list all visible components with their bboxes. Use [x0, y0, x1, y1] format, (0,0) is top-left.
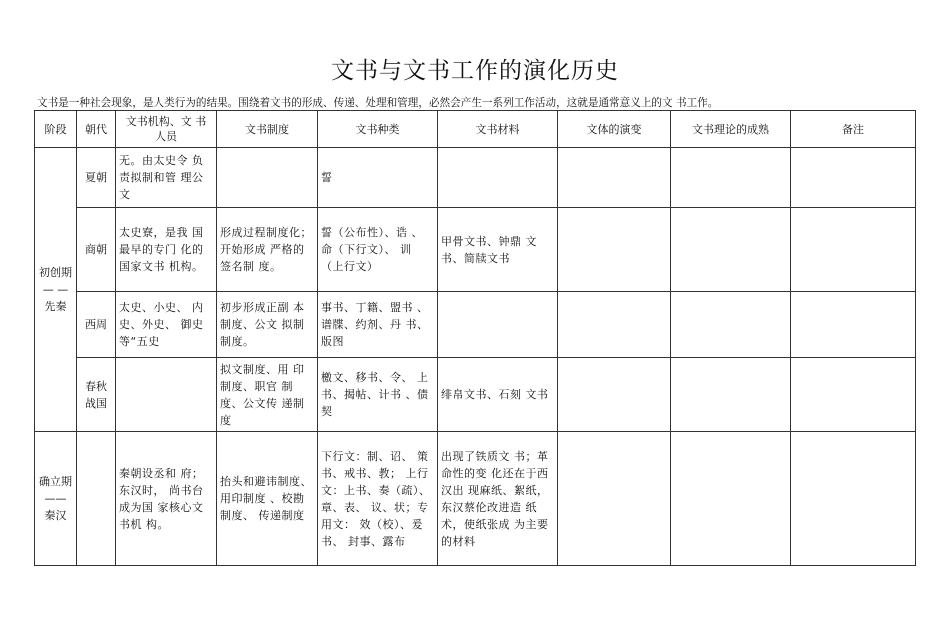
header-style: 文体的演变 — [558, 111, 671, 148]
notes-cell — [791, 208, 916, 292]
materials-cell: 甲骨文书、钟鼎 文书、简牍文书 — [438, 208, 558, 292]
system-cell — [217, 148, 318, 208]
dynasty-cell — [77, 432, 116, 566]
theory-cell — [671, 432, 791, 566]
types-cell: 誓 — [318, 148, 438, 208]
types-cell: 事书、丁籍、盟书 、谱牒、约剂、丹 书、版图 — [318, 292, 438, 358]
table-row-chunqiu — [35, 358, 916, 432]
system-cell: 形成过程制度化；开始形成 严格的签名制 度。 — [217, 208, 318, 292]
header-stage: 阶段 — [35, 111, 77, 148]
style-cell — [558, 148, 671, 208]
types-cell: 下行文：制、诏、 策书、戒书、教； 上行文：上书、奏（疏）、章、表、 议、状；专用文： 效（校）、爰书、 封事、露布 — [318, 432, 438, 566]
table-row-zhou — [35, 292, 916, 358]
table-row-qinhan — [35, 432, 916, 566]
institution-cell: 无。由太史令 负责拟制和管 理公文 — [116, 148, 217, 208]
notes-cell — [791, 358, 916, 432]
types-cell: 誓（公布性）、诰 、命（下行文）、 训（上行文） — [318, 208, 438, 292]
style-cell — [558, 208, 671, 292]
dynasty-cell: 商朝 — [77, 208, 116, 292]
style-cell — [558, 292, 671, 358]
history-table — [34, 110, 916, 566]
style-cell — [558, 432, 671, 566]
institution-cell — [116, 358, 217, 432]
institution-cell: 太史寮，是我 国最早的专门 化的国家文书 机构。 — [116, 208, 217, 292]
theory-cell — [671, 292, 791, 358]
style-cell — [558, 358, 671, 432]
dynasty-cell: 夏朝 — [77, 148, 116, 208]
institution-cell: 太史、小史、 内史、外史、 御史等“五史 — [116, 292, 217, 358]
types-cell: 檄文、移书、令、 上书、揭帖、计书 、债契 — [318, 358, 438, 432]
header-system: 文书制度 — [217, 111, 318, 148]
table-row-xia — [35, 148, 916, 208]
intro-paragraph: 文书是一种社会现象，是人类行为的结果。围绕着文书的形成、传递、处理和管理，必然会产生一系列工作活动，这就是通常意义上的文 书工作。 — [37, 97, 719, 109]
document-title: 文书与文书工作的演化历史 — [331, 58, 619, 84]
materials-cell: 出现了铁质文 书；革命性的变 化还在于西汉出 现麻纸、絮纸， 东汉蔡伦改进造 纸术，使纸张成 为主要的材料 — [438, 432, 558, 566]
stage-cell-qin-han: 确立期—— 秦汉 — [35, 432, 77, 566]
theory-cell — [671, 208, 791, 292]
header-notes: 备注 — [791, 111, 916, 148]
system-cell: 拟文制度、用 印制度、职官 制度、公文传 递制度 — [217, 358, 318, 432]
header-institution: 文书机构、文 书 人员 — [116, 111, 217, 148]
institution-cell: 秦朝设丞和 府；东汉时， 尚书台成为国 家核心文书机 构。 — [116, 432, 217, 566]
header-theory: 文书理论的成熟 — [671, 111, 791, 148]
header-materials: 文书材料 — [438, 111, 558, 148]
dynasty-cell: 春秋战国 — [77, 358, 116, 432]
system-cell: 初步形成正副 本制度、公文 拟制制度。 — [217, 292, 318, 358]
header-dynasty: 朝代 — [77, 111, 116, 148]
table-row-shang — [35, 208, 916, 292]
system-cell: 抬头和避讳制度、用印制度 、校勘制度、 传递制度 — [217, 432, 318, 566]
stage-cell-pre-qin: 初创期— — 先秦 — [35, 148, 77, 432]
header-row — [35, 111, 916, 148]
materials-cell: 绯帛文书、石刻 文书 — [438, 358, 558, 432]
theory-cell — [671, 358, 791, 432]
dynasty-cell: 西周 — [77, 292, 116, 358]
header-types: 文书种类 — [318, 111, 438, 148]
notes-cell — [791, 292, 916, 358]
notes-cell — [791, 148, 916, 208]
materials-cell — [438, 292, 558, 358]
notes-cell — [791, 432, 916, 566]
theory-cell — [671, 148, 791, 208]
materials-cell — [438, 148, 558, 208]
